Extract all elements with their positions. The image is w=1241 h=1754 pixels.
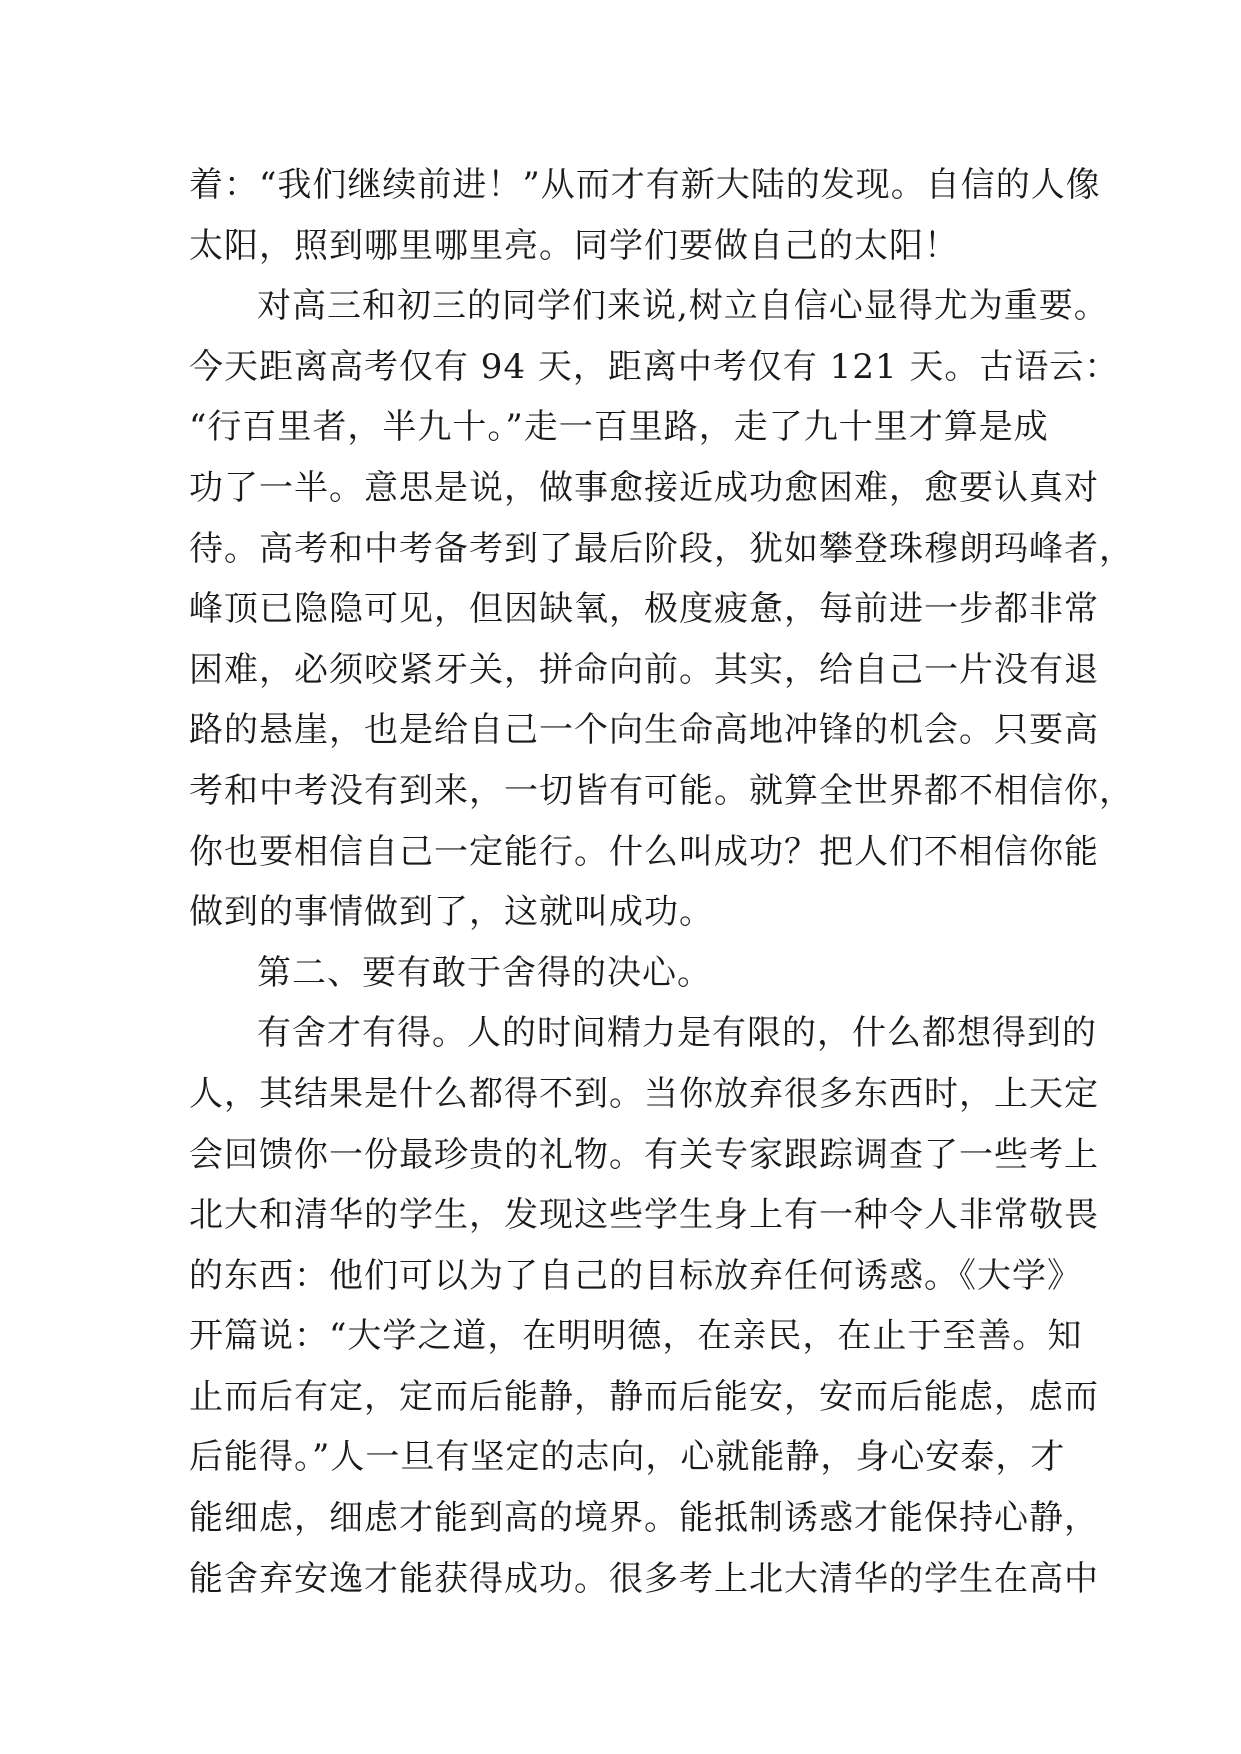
- text-line: 有舍才有得。人的时间精力是有限的，什么都想得到的: [257, 1013, 1097, 1054]
- text-line: 后能得。”人一旦有坚定的志向，心就能静，身心安泰，才: [189, 1437, 1066, 1478]
- text-line: 对高三和初三的同学们来说,树立自信心显得尤为重要。: [257, 286, 1109, 327]
- text-line: 人，其结果是什么都得不到。当你放弃很多东西时，上天定: [189, 1073, 1099, 1114]
- text-line: 待。高考和中考备考到了最后阶段，犹如攀登珠穆朗玛峰者，: [189, 528, 1134, 569]
- text-line: 峰顶已隐隐可见，但因缺氧，极度疲惫，每前进一步都非常: [189, 589, 1099, 630]
- text-line: 考和中考没有到来，一切皆有可能。就算全世界都不相信你，: [189, 770, 1134, 811]
- text-line: 你也要相信自己一定能行。什么叫成功？把人们不相信你能: [189, 831, 1099, 872]
- text-line: 今天距离高考仅有 94 天，距离中考仅有 121 天。古语云：: [189, 346, 1120, 387]
- text-line: 着：“我们继续前进！”从而才有新大陆的发现。自信的人像: [189, 165, 1101, 205]
- text-line: 会回馈你一份最珍贵的礼物。有关专家跟踪调查了一些考上: [189, 1134, 1099, 1175]
- body-text: [189, 155, 1134, 1609]
- text-line: 困难，必须咬紧牙关，拼命向前。其实，给自己一片没有退: [189, 649, 1099, 690]
- text-line: 开篇说：“大学之道，在明明德，在亲民，在止于至善。知: [189, 1316, 1083, 1357]
- text-line: 北大和清华的学生，发现这些学生身上有一种令人非常敬畏: [189, 1195, 1099, 1236]
- text-line: 功了一半。意思是说，做事愈接近成功愈困难，愈要认真对: [189, 467, 1099, 508]
- text-line: 第二、要有敢于舍得的决心。: [257, 952, 712, 993]
- text-line: “行百里者，半九十。”走一百里路，走了九十里才算是成: [189, 407, 1049, 448]
- text-line: 能细虑，细虑才能到高的境界。能抵制诱惑才能保持心静，: [189, 1498, 1099, 1539]
- text-line: 路的悬崖，也是给自己一个向生命高地冲锋的机会。只要高: [189, 710, 1099, 751]
- text-line: 能舍弃安逸才能获得成功。很多考上北大清华的学生在高中: [189, 1558, 1099, 1599]
- text-line: 的东西：他们可以为了自己的目标放弃任何诱惑。《大学》: [189, 1255, 1082, 1296]
- text-line: 止而后有定，定而后能静，静而后能安，安而后能虑，虑而: [189, 1376, 1099, 1417]
- text-line: 做到的事情做到了，这就叫成功。: [189, 892, 714, 933]
- text-line: 太阳，照到哪里哪里亮。同学们要做自己的太阳！: [189, 225, 959, 266]
